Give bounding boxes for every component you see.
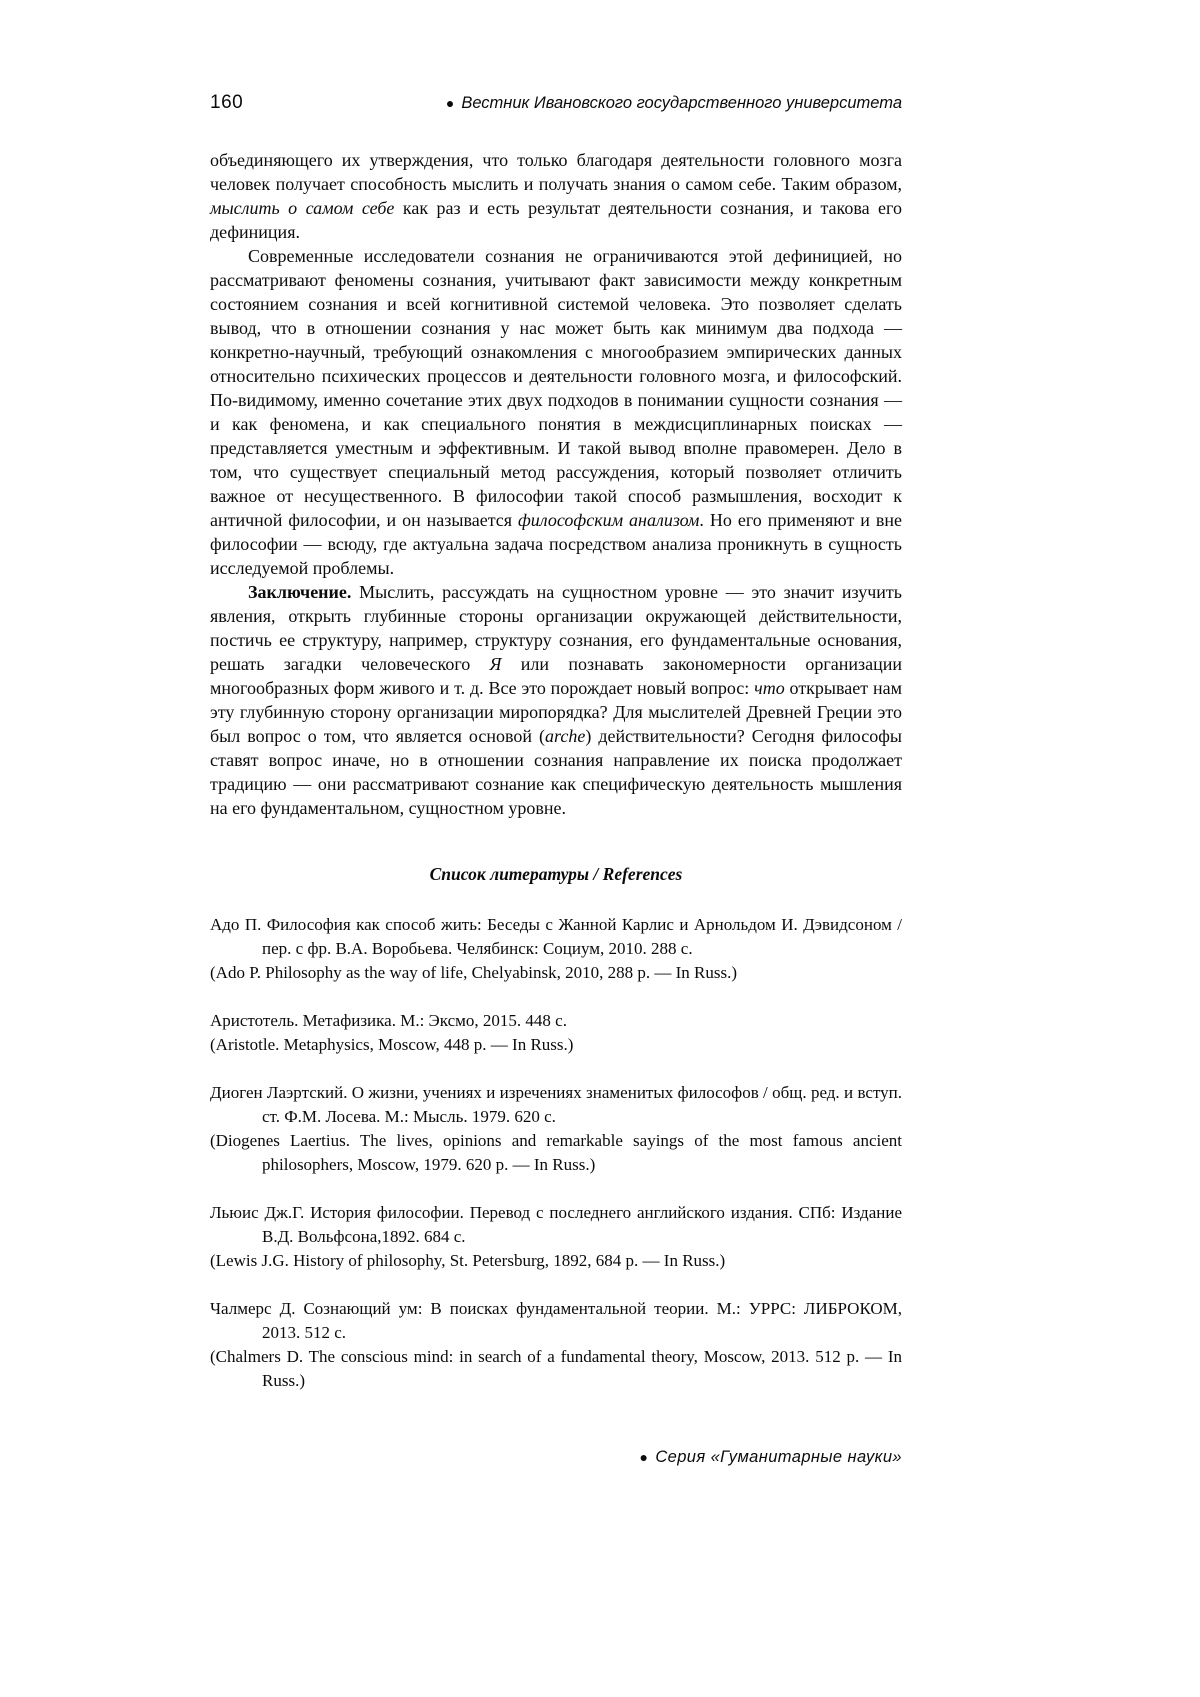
- page-content: [210, 92, 902, 1417]
- journal-title-text: Вестник Ивановского государственного университета: [461, 94, 902, 112]
- italic-run: arche: [545, 726, 586, 746]
- reference-russian: Чалмерс Д. Сознающий ум: В поисках фундаментальной теории. М.: УРРС: ЛИБРОКОМ, 2013. 512 с.: [210, 1299, 902, 1342]
- italic-run: мыслить о самом себе: [210, 198, 395, 218]
- bold-run: Заключение.: [248, 582, 352, 602]
- article-body: [210, 148, 902, 820]
- reference-translation: (Diogenes Laertius. The lives, opinions and remarkable sayings of the most famous ancient philosophers, Moscow, 1979. 620 p. — In Russ.): [210, 1131, 902, 1174]
- paragraph: [210, 580, 902, 820]
- reference-entry: [210, 1297, 902, 1393]
- text-run: объединяющего их утверждения, что только благодаря деятельности головного мозга человек получает способность мыслить и получать знания о самом себе. Таким образом,: [210, 150, 902, 194]
- reference-entry: [210, 1201, 902, 1273]
- references-list: [210, 913, 902, 1393]
- italic-run: философским анализом: [518, 510, 700, 530]
- reference-translation: (Aristotle. Metaphysics, Moscow, 448 p. — In Russ.): [210, 1035, 574, 1054]
- text-run: или познавать закономерности организации многообразных форм живого и т. д. Все это порождает новый вопрос:: [210, 654, 902, 698]
- page-number: 160: [210, 92, 244, 113]
- reference-translation: (Ado P. Philosophy as the way of life, Chelyabinsk, 2010, 288 p. — In Russ.): [210, 963, 737, 982]
- reference-russian: Аристотель. Метафизика. М.: Эксмо, 2015. 448 с.: [210, 1011, 567, 1030]
- reference-entry: [210, 913, 902, 985]
- reference-russian: Адо П. Философия как способ жить: Беседы с Жанной Карлис и Арнольдом И. Дэвидсоном / пер. с фр. В.А. Воробьева. Челябинск: Социум, 2010. 288 с.: [210, 915, 902, 958]
- italic-run: что: [754, 678, 785, 698]
- text-run: . Но его применяют и вне философии — всюду, где актуальна задача посредством анализа проникнуть в сущность исследуемой проблемы.: [210, 510, 902, 578]
- text-run: ) действительности? Сегодня философы ставят вопрос иначе, но в отношении сознания направление их поиска продолжает традицию — они рассматривают сознание как специфическую деятельность мышления на его фундаментальном, сущностном уровне.: [210, 726, 902, 818]
- series-title-text: Серия «Гуманитарные науки»: [655, 1448, 902, 1466]
- reference-russian: Диоген Лаэртский. О жизни, учениях и изречениях знаменитых философов / общ. ред. и вступ. ст. Ф.М. Лосева. М.: Мысль. 1979. 620 с.: [210, 1083, 902, 1126]
- reference-entry: [210, 1009, 902, 1057]
- italic-run: Я: [489, 654, 502, 674]
- text-run: как раз и есть результат деятельности сознания, и такова его дефиниция.: [210, 198, 902, 242]
- paragraph: [210, 148, 902, 244]
- reference-entry: [210, 1081, 902, 1177]
- running-header: [210, 92, 902, 114]
- reference-translation: (Lewis J.G. History of philosophy, St. Petersburg, 1892, 684 p. — In Russ.): [210, 1251, 726, 1270]
- text-run: Мыслить, рассуждать на сущностном уровне — это значит изучить явления, открыть глубинные стороны организации окружающей действительности, постичь ее структуру, например, структуру сознания, его фундаментальные основания, решать загадки человеческого: [210, 582, 902, 674]
- text-run: Современные исследователи сознания не ограничиваются этой дефиницией, но рассматривают феномены сознания, учитывают факт зависимости между конкретным состоянием сознания и всей когнитивной системой человека. Это позволяет сделать вывод, что в отношении сознания у нас может быть как минимум два подхода — конкретно-научный, требующий ознакомления с многообразием эмпирических данных относительно психических процессов и деятельности головного мозга, и философский. По-видимому, именно сочетание этих двух подходов в понимании сущности сознания — и как феномена, и как специального понятия в междисциплинарных поисках — представляется уместным и эффективным. И такой вывод вполне правомерен. Дело в том, что существует специальный метод рассуждения, который позволяет отличить важное от несущественного. В философии такой способ размышления, восходит к античной философии, и он называется: [210, 246, 902, 530]
- running-footer: [639, 1448, 902, 1467]
- reference-russian: Льюис Дж.Г. История философии. Перевод с последнего английского издания. СПб: Издание В.Д. Вольфсона,1892. 684 с.: [210, 1203, 902, 1246]
- bullet-icon: ●: [639, 1449, 649, 1465]
- paragraph: [210, 244, 902, 580]
- bullet-icon: ●: [445, 95, 455, 111]
- references-heading: Список литературы / References: [429, 864, 683, 884]
- journal-header-title: [446, 94, 902, 113]
- reference-translation: (Chalmers D. The conscious mind: in search of a fundamental theory, Moscow, 2013. 512 p. — In Russ.): [210, 1347, 902, 1390]
- text-run: открывает нам эту глубинную сторону организации миропорядка? Для мыслителей Древней Греции это был вопрос о том, что является основой (: [210, 678, 902, 746]
